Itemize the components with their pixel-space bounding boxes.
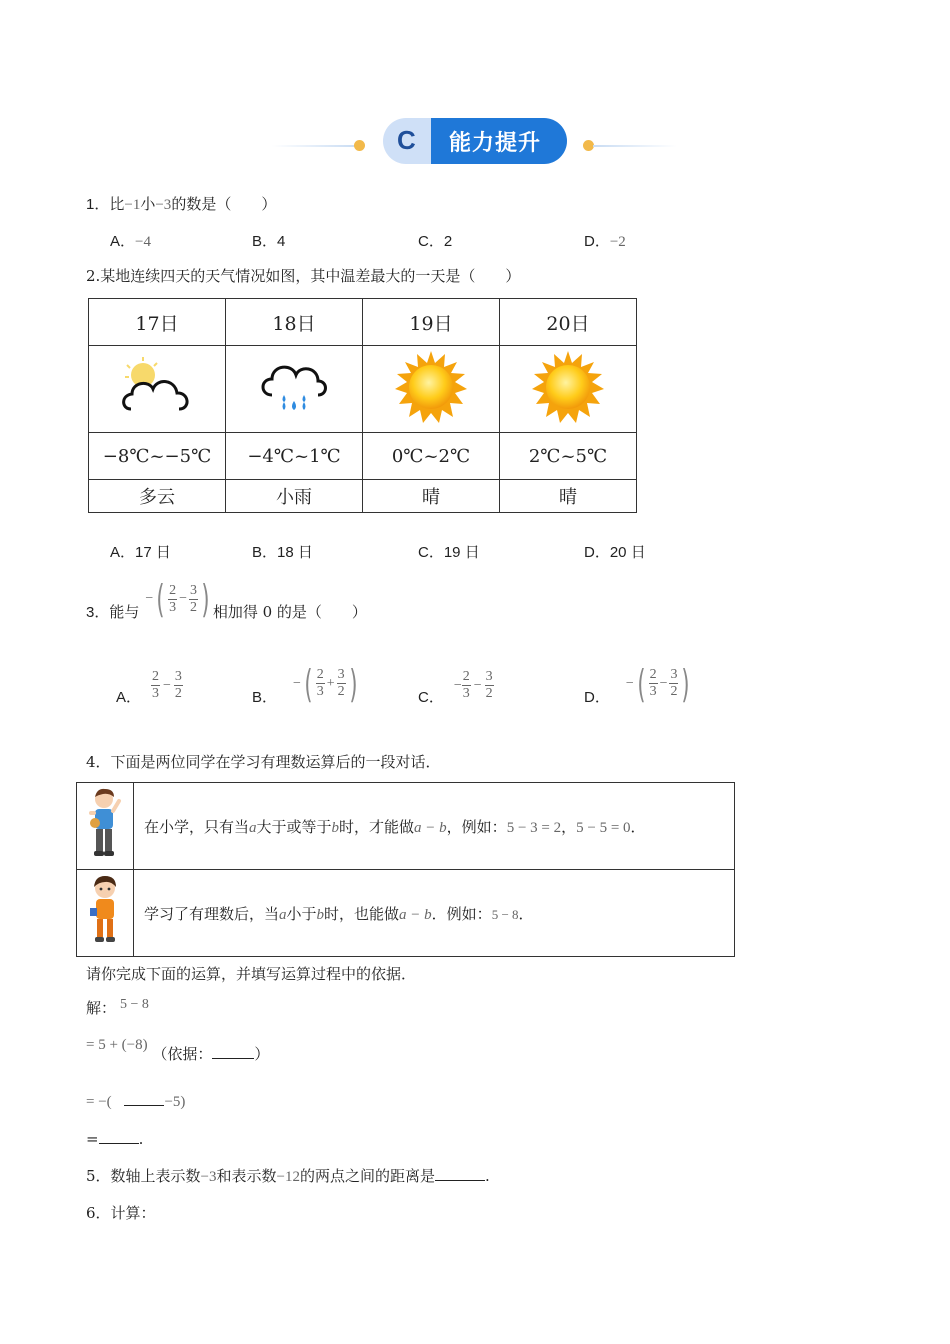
q1-option-b[interactable]: B．4 (252, 233, 286, 250)
weather-temp: 0℃~2℃ (363, 433, 500, 480)
q5-stem: 5．数轴上表示数−3和表示数−12的两点之间的距离是 . (86, 1167, 490, 1185)
weather-icon-cell (363, 346, 500, 433)
student-avatar-cell (77, 783, 134, 870)
weather-icon-cell (500, 346, 637, 433)
distance-blank[interactable] (435, 1180, 485, 1181)
weather-date: 20日 (500, 299, 637, 346)
weather-desc: 晴 (363, 480, 500, 513)
q1-option-d[interactable]: D．−2 (584, 233, 626, 250)
weather-temp: 2℃~5℃ (500, 433, 637, 480)
section-letter: C (397, 125, 416, 155)
girl-student-icon (85, 874, 125, 948)
q4-step-3: = . (86, 1130, 144, 1148)
header-left-line (272, 145, 356, 147)
dialogue-line-1: 在小学，只有当a大于或等于b时，才能做a − b，例如：5 − 3 = 2，5 − 5 = 0． (134, 783, 735, 870)
rain-cloud-icon (254, 355, 334, 419)
q2-option-b[interactable]: B．18 日 (252, 544, 313, 561)
weather-date: 18日 (226, 299, 363, 346)
header-right-line (593, 145, 677, 147)
section-banner (383, 118, 567, 164)
sun-cloud-icon (117, 355, 197, 419)
q3-stem: 3．能与 − ( $\frac{2}{3}$ − $\frac{3}{2}$ ) 相加得 0 的是（ ） (86, 577, 367, 621)
boy-student-icon (85, 787, 125, 861)
q3-option-c[interactable]: C． − $\frac{2}{3}$ − $\frac{3}{2}$ (418, 669, 493, 706)
step2-blank[interactable] (124, 1105, 164, 1106)
sun-icon (395, 351, 467, 423)
weather-desc: 小雨 (226, 480, 363, 513)
weather-icon-cell (89, 346, 226, 433)
q2-stem: 2.某地连续四天的天气情况如图，其中温差最大的一天是（ ） (86, 267, 521, 285)
q1-option-a[interactable]: A．−4 (110, 233, 151, 250)
q3-option-b[interactable]: B． − ( $\frac{2}{3}$ + $\frac{3}{2}$ ) (252, 661, 358, 706)
q3-option-d[interactable]: D． − ( $\frac{2}{3}$ − $\frac{3}{2}$ ) (584, 661, 690, 706)
q4-step-1: = 5 + (−8) （依据： ） (86, 1037, 270, 1063)
q2-option-c[interactable]: C．19 日 (418, 544, 480, 561)
q4-step-2: = −( −5) (86, 1094, 186, 1110)
weather-date: 17日 (89, 299, 226, 346)
weather-temp: −4℃~1℃ (226, 433, 363, 480)
header-left-dot (354, 140, 365, 151)
section-title: 能力提升 (449, 130, 542, 155)
q4-instruction: 请你完成下面的运算，并填写运算过程中的依据． (86, 965, 417, 983)
weather-desc: 多云 (89, 480, 226, 513)
q1-stem: 1．比−1小−3的数是（ ） (86, 195, 277, 213)
weather-icon-cell (226, 346, 363, 433)
weather-desc: 晴 (500, 480, 637, 513)
q4-stem: 4．下面是两位同学在学习有理数运算后的一段对话． (86, 753, 441, 771)
q1-option-c[interactable]: C．2 (418, 233, 453, 250)
q4-solution: 解： 5 − 8 (86, 997, 149, 1017)
student-avatar-cell (77, 870, 134, 957)
weather-temp: −8℃~−5℃ (89, 433, 226, 480)
q3-expression: − ( $\frac{2}{3}$ − $\frac{3}{2}$ ) (145, 577, 210, 621)
q6-stem: 6．计算： (86, 1204, 156, 1222)
dialogue-line-2: 学习了有理数后，当a小于b时，也能做a − b．例如：5 − 8． (134, 870, 735, 957)
weather-date: 19日 (363, 299, 500, 346)
result-blank[interactable] (99, 1143, 139, 1144)
basis-blank[interactable] (212, 1058, 254, 1059)
q2-option-a[interactable]: A．17 日 (110, 544, 171, 561)
q2-option-d[interactable]: D．20 日 (584, 544, 646, 561)
sun-icon (532, 351, 604, 423)
dialogue-table (76, 782, 735, 957)
q3-option-a[interactable]: A． $\frac{2}{3}$ − $\frac{3}{2}$ (116, 669, 182, 706)
weather-table (88, 298, 637, 513)
